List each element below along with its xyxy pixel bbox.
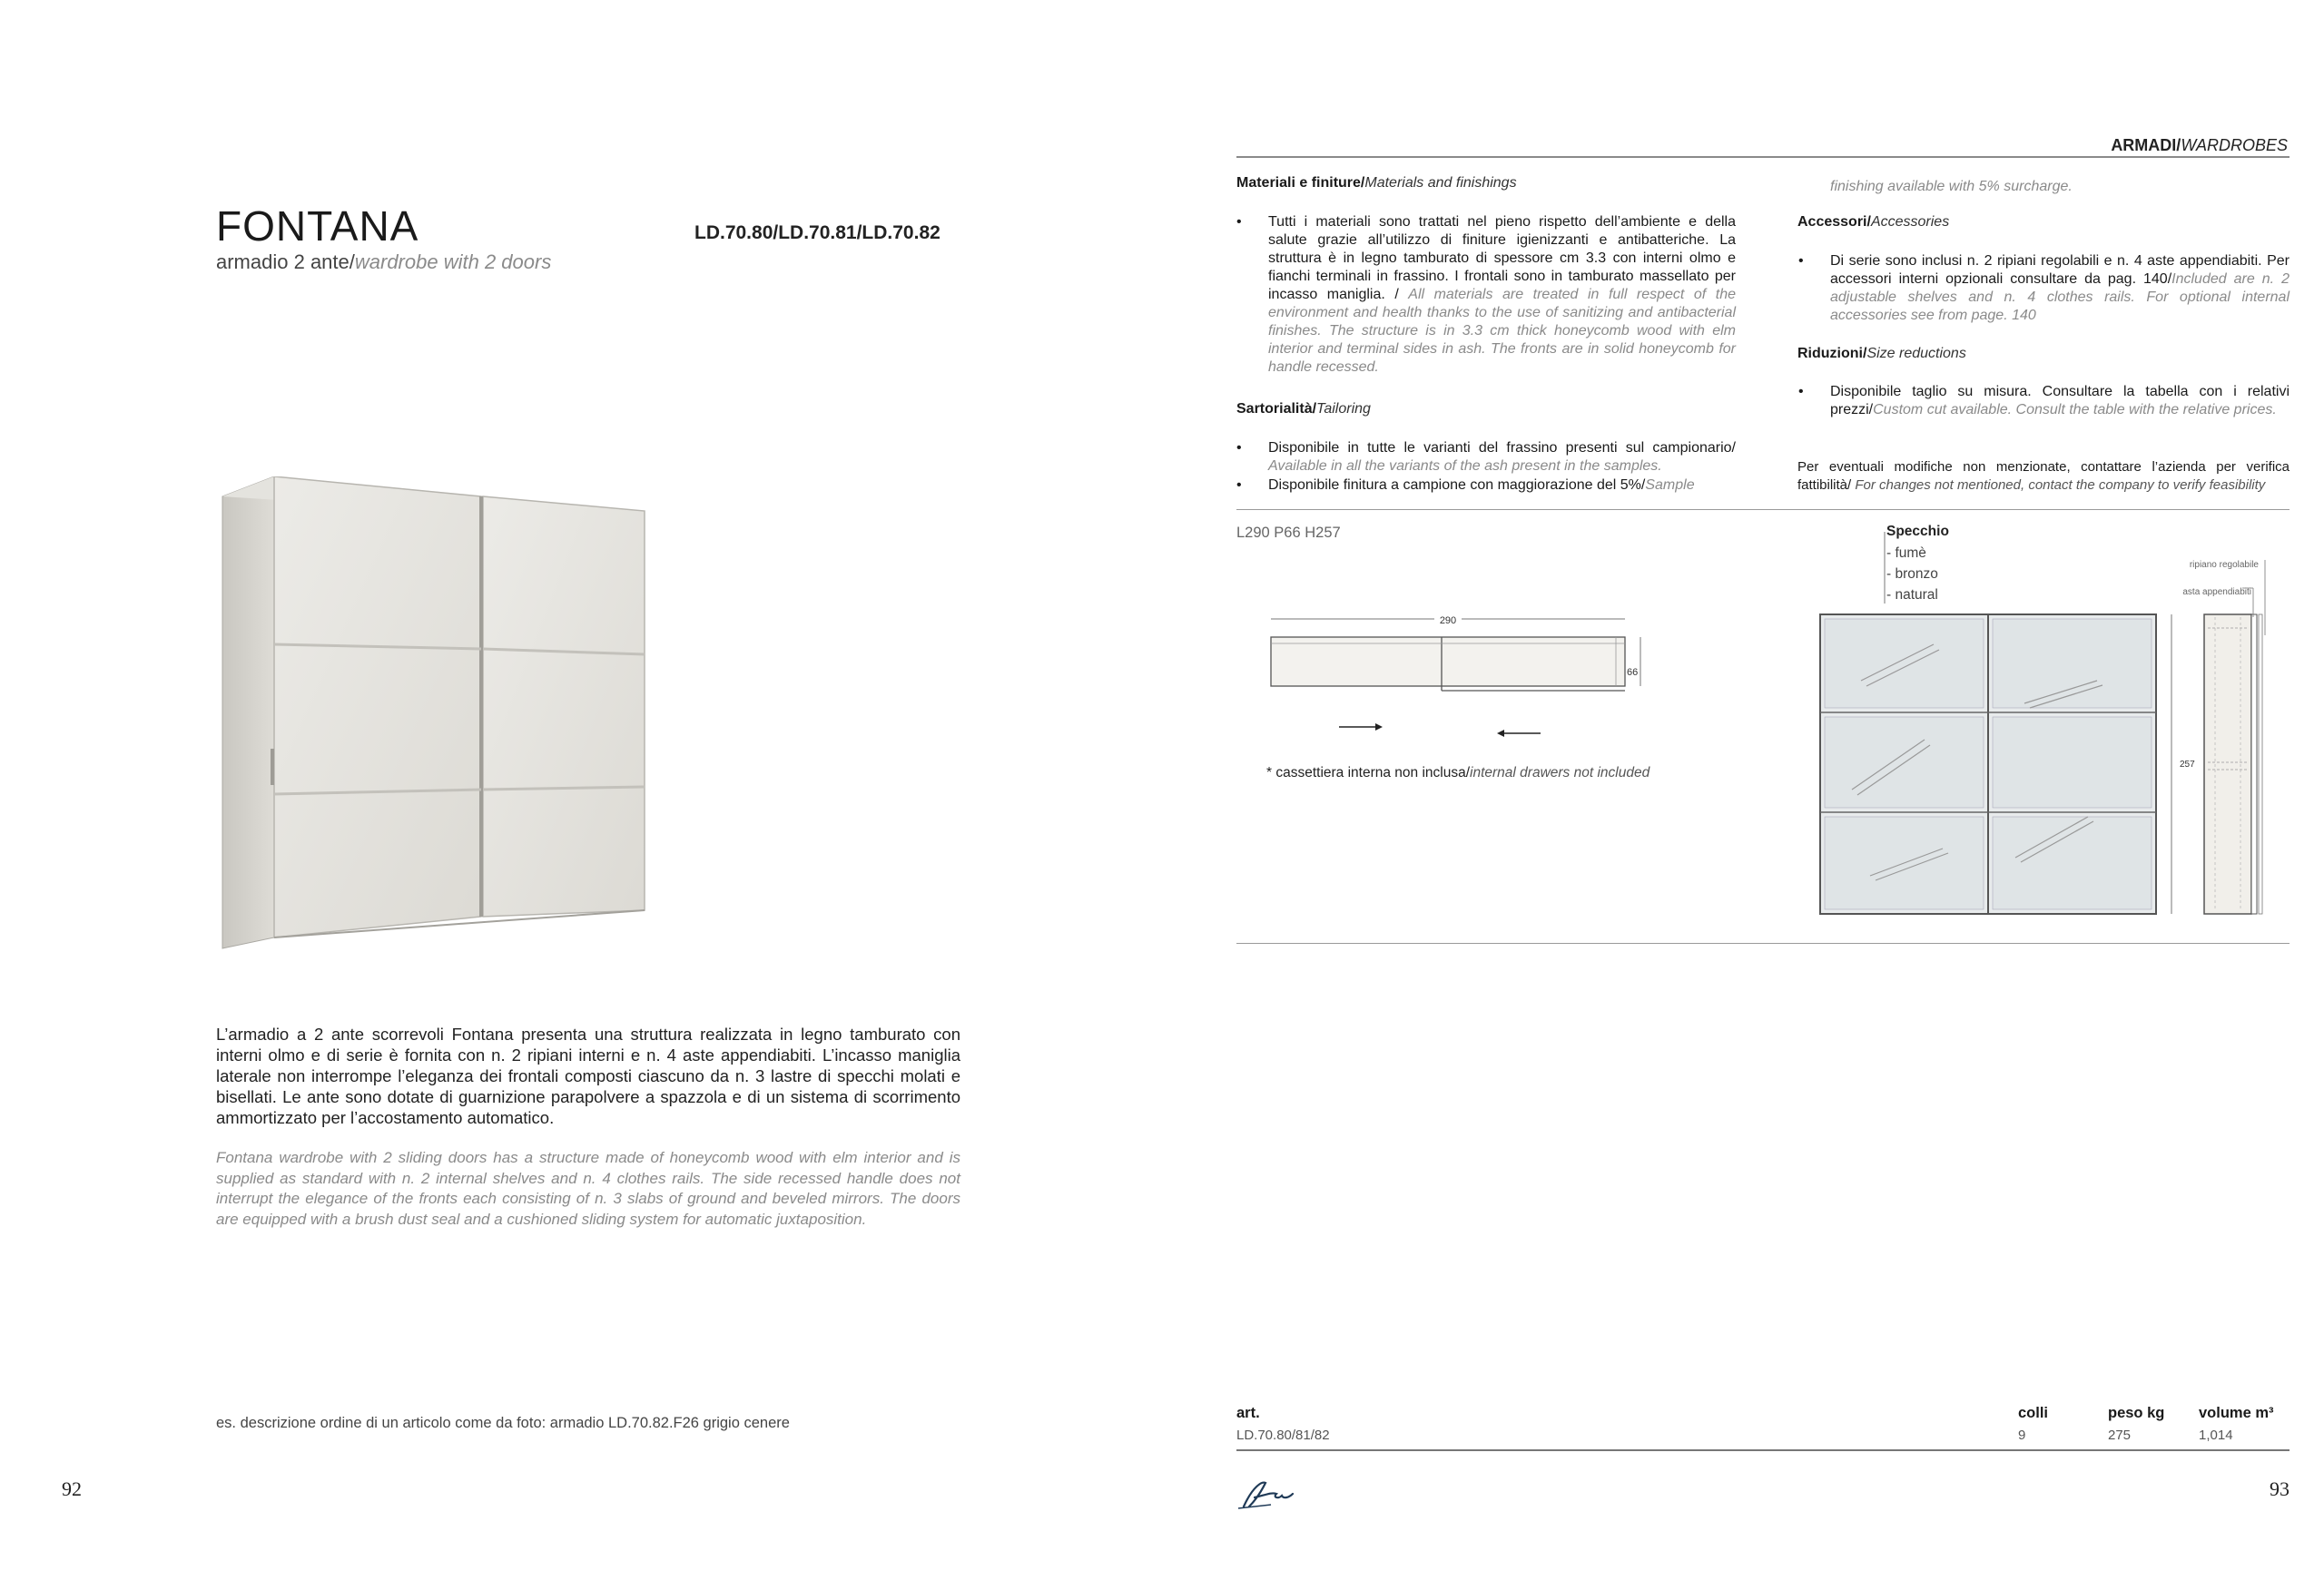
materials-title: Materiali e finiture/Materials and finishings — [1236, 175, 1517, 191]
table-divider — [1236, 1449, 2290, 1451]
mirror-option-fume: - fumè — [1886, 545, 1926, 561]
subtitle-it: armadio 2 ante/ — [216, 250, 355, 273]
materials-item: • Tutti i materiali sono trattati nel pieno rispetto dell’ambiente e della salute grazie all’utilizzo di finiture igienizzanti e antibatteriche. La struttura è in legno tamburato di spessore cm 3.3 con interni olmo e fianchi terminali in frassino. I frontali sono in tamburato massellato per incasso maniglia. / All materials are treated in full respect of the environment and health thanks to the use of sanitizing and antibacterial finishes. The structure is in 3.3 cm thick honeycomb wood with elm interior and terminal sides in ash. The fronts are in solid honeycomb for handle recessed. — [1236, 214, 1736, 375]
rail-label: asta appendiabiti — [2182, 587, 2251, 597]
page-number-right: 93 — [2270, 1477, 2290, 1500]
section-divider — [1236, 509, 2290, 510]
description-english: Fontana wardrobe with 2 sliding doors has a structure made of honeycomb wood with elm interior and is supplied as standard with n. 2 internal shelves and n. 4 clothes rails. The side recessed handle does not interrupt the elegance of the fronts each consisting of n. 3 slabs of ground and beveled mirrors. The doors are equipped with a brush dust seal and a cushioned sliding system for automatic juxtaposition. — [216, 1149, 960, 1228]
tailoring-item-1: • Disponibile in tutte le varianti del frassino presenti sul campionario/ Available in all the variants of the ash present in the samples. — [1236, 440, 1736, 474]
product-title: FONTANA — [216, 202, 419, 250]
reductions-item: • Disponibile taglio su misura. Consultare la tabella con i relativi prezzi/Custom cut available. Consult the table with the relative prices. — [1798, 384, 2290, 417]
materials-text-it: Tutti i materiali sono trattati nel pieno rispetto dell’ambiente e della salute grazie all’utilizzo di finiture igienizzanti e antibatteriche. La struttura è in legno tamburato di spessore cm 3.3 con interni olmo e fianchi terminali in frassino. I frontali sono in tamburato massellato per incasso maniglia. / — [1268, 214, 1736, 302]
product-codes: LD.70.80/LD.70.81/LD.70.82 — [694, 222, 940, 243]
materials-text-en: All materials are treated in full respect of the environment and health thanks to the use of sanitizing and antibacterial finishes. The structure is in 3.3 cm thick honeycomb wood with elm interior and terminal sides in ash. The fronts are in solid honeycomb for handle recessed. — [1268, 287, 1736, 375]
mirror-option-bronzo: - bronzo — [1886, 566, 1938, 582]
drawers-note: * cassettiera interna non inclusa/internal drawers not included — [1266, 765, 1650, 780]
header-divider — [1236, 156, 2290, 158]
table-cell-colli: 9 — [2018, 1428, 2026, 1443]
dimensions-label: L290 P66 H257 — [1236, 525, 1341, 541]
table-header-peso: peso kg — [2108, 1405, 2165, 1421]
mirror-title: Specchio — [1886, 524, 1949, 539]
accessories-title: Accessori/Accessories — [1797, 214, 1950, 230]
plan-depth-label: 66 — [1627, 667, 1639, 678]
mirror-option-natural: - natural — [1886, 587, 1938, 603]
drawing-divider — [1236, 943, 2290, 944]
shelf-label: ripiano regolabile — [2189, 560, 2259, 570]
table-cell-peso: 275 — [2108, 1428, 2132, 1443]
accessories-item: • Di serie sono inclusi n. 2 ripiani regolabili e n. 4 aste appendiabiti. Per accessori interni opzionali consultare da pag. 140/Included are n. 2 adjustable shelves and n. 4 clothes rails. For optional internal accessories see from page. 140 — [1798, 253, 2290, 323]
header-it: ARMADI/ — [2111, 136, 2181, 154]
header-en: WARDROBES — [2181, 136, 2288, 154]
table-header-colli: colli — [2018, 1405, 2049, 1421]
subtitle-en: wardrobe with 2 doors — [354, 250, 552, 273]
front-side-elevation-drawing — [1816, 517, 2288, 926]
description-italian: L’armadio a 2 ante scorrevoli Fontana presenta una struttura realizzata in legno tamburato con interni olmo e di serie è fornita con n. 2 ripiani interni e n. 4 aste appendiabiti. L’incasso maniglia laterale non interrompe l’eleganza dei frontali composti ciascuno da n. 3 lastre di specchi molati e bisellati. Le ante sono dotate di guarnizione parapolvere a spazzola e di un sistema di scorrimento ammortizzato per l’accostamento automatico. — [216, 1025, 960, 1127]
tailoring-item-2: • Disponibile finitura a campione con maggiorazione del 5%/Sample — [1236, 477, 1695, 493]
section-header — [2111, 136, 2288, 155]
table-cell-volume: 1,014 — [2199, 1428, 2233, 1443]
front-height-label: 257 — [2180, 760, 2195, 770]
plan-view-drawing — [1266, 604, 1648, 740]
order-example: es. descrizione ordine di un articolo come da foto: armadio LD.70.82.F26 grigio cenere — [216, 1415, 790, 1431]
brand-logo — [1235, 1477, 1300, 1512]
wardrobe-photo — [218, 476, 649, 957]
product-subtitle — [216, 250, 551, 274]
table-cell-art: LD.70.80/81/82 — [1236, 1428, 1330, 1443]
table-header-volume: volume m³ — [2199, 1405, 2274, 1421]
modifications-note: Per eventuali modifiche non menzionate, contattare l’azienda per verifica fattibilità/ For changes not mentioned, contact the company to verify feasibility — [1797, 459, 2290, 493]
tailoring-title: Sartorialità/Tailoring — [1236, 401, 1371, 417]
plan-width-label: 290 — [1439, 615, 1457, 626]
page-number-left: 92 — [62, 1477, 82, 1500]
tailoring-item-2-cont: finishing available with 5% surcharge. — [1830, 179, 2073, 194]
table-header-art: art. — [1236, 1405, 1260, 1421]
reductions-title: Riduzioni/Size reductions — [1797, 346, 1966, 361]
